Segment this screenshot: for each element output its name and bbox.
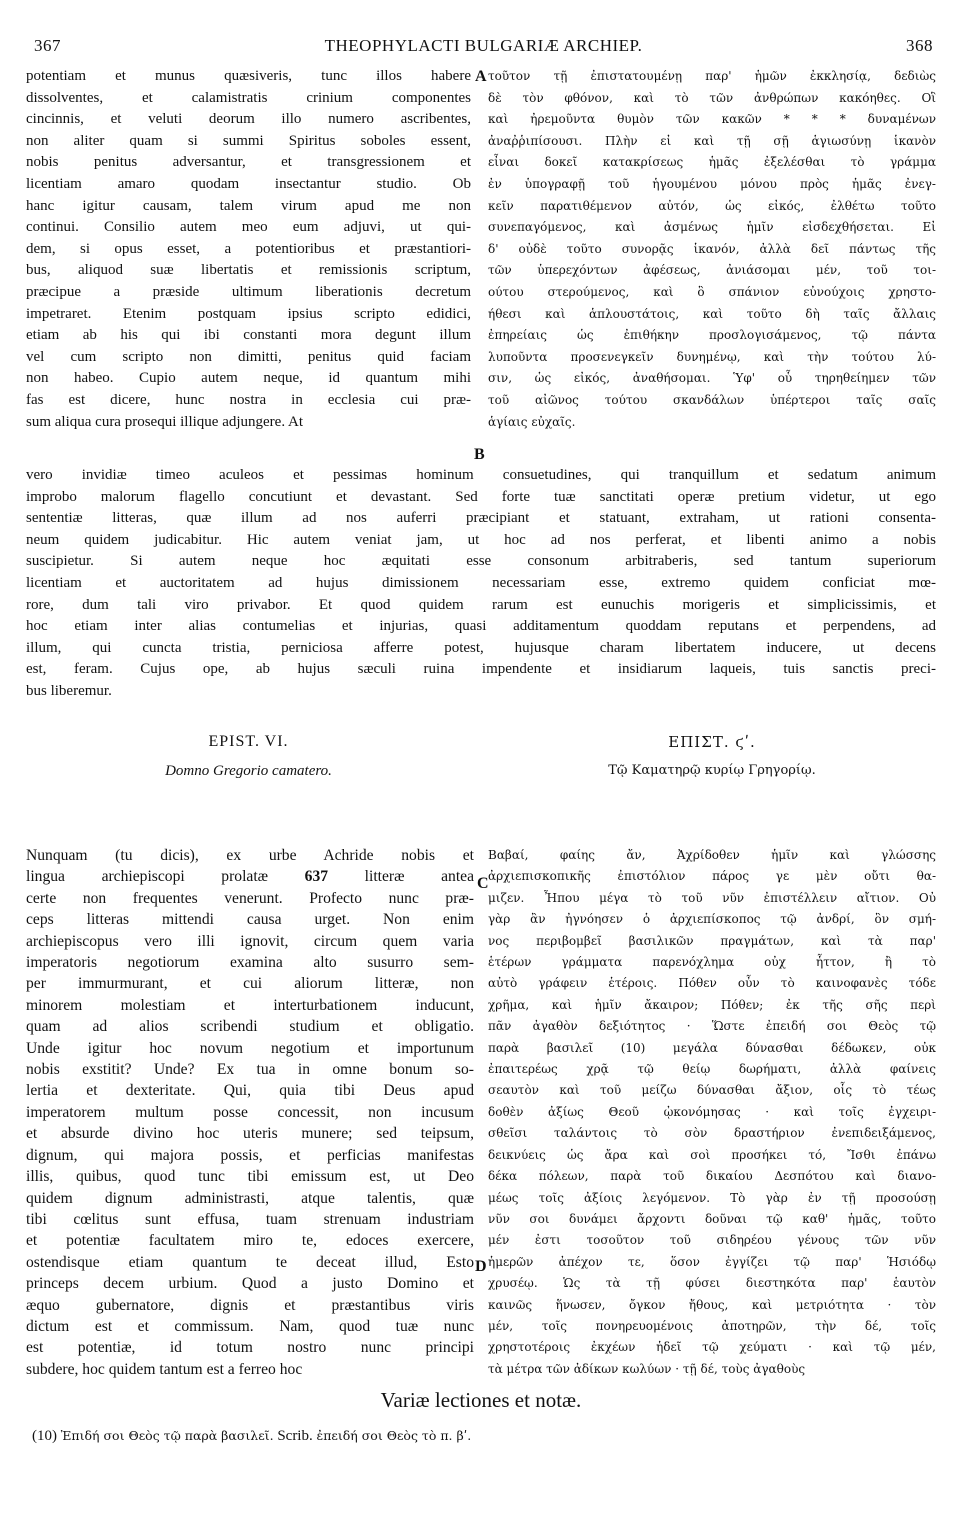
footnote-label: (10) xyxy=(32,1428,57,1444)
text-line: per immurmurant, et cui aliorum litteræ, non xyxy=(26,975,474,993)
text-line: σιν, ὡς εἰκός, ἀναθήσομαι. Ὑφ' οὗ τηρηθείημεν τῶν xyxy=(488,371,936,386)
text-line: μέν, τοῖς πονηρευομένοις ἀποτηρῶν, τὴν δέ, τοῖς xyxy=(488,1318,936,1333)
latin-full-width-paragraph xyxy=(26,465,936,703)
document-page xyxy=(26,0,941,1540)
text-line: εἶναι δοκεῖ κατακρίσεως ἡμᾶς ἐξελέσθαι τὸ γράμμα xyxy=(488,155,936,170)
text-line: quam ad alios scribendi studium et obligatio. xyxy=(26,1018,474,1036)
text-line: est, feram. Cujus ope, ab hujus sæculi ruina impendente et insidiarum laqueis, tuis sanctis preci- xyxy=(26,661,936,678)
running-title: THEOPHYLACTI BULGARIÆ ARCHIEP. xyxy=(324,36,643,55)
text-line: imperatorem multum posse concessit, non incusum xyxy=(26,1103,474,1121)
text-line: πᾶν ἀγαθὸν δεξιότητος · Ὥστε ἐπειδή σοι Θεὸς τῷ xyxy=(488,1019,936,1034)
text-line: ἑτέρων γράμματα παρενόχλημα οὐχ ἧττον, ἢ τὸ xyxy=(488,955,936,970)
text-line: χρῆμα, καὶ ἡμῖν ἄκαιρον; Πόθεν; ἐκ τῆς σῆς περὶ xyxy=(488,997,936,1012)
text-line: τοῦ αἰῶνος τούτου σκανδάλων ὑπέρτεροι ταῖς σαῖς xyxy=(488,392,936,407)
text-line: archiepiscopus vero illi ignovit, circum quem varia xyxy=(26,932,474,950)
text-line: vero invidiæ timeo aculeos et pessimas hominum consuetudines, qui tranquillum et sedatum animum xyxy=(26,467,936,483)
text-line: δέκα πόλεων, παρὰ τοῦ δικαίου Δεσπότου καὶ διανο- xyxy=(488,1169,936,1184)
text-line: τῶν ὑπερεχόντων ἀφέσεως, ἀνιάσομαι μέν, τοῦ τοι- xyxy=(488,263,936,278)
text-line: etiam ab his qui ibi constanti mora degunt illum xyxy=(26,327,471,344)
epistle-heading-greek: ΕΠΙΣΤ. ϛʹ. xyxy=(668,733,756,751)
text-line: nobis exstitit? Unde? Ex tua in omne bonum so- xyxy=(26,1061,474,1079)
footnote-greek-reading: Ἐπιδή σοι Θεὸς τῷ παρὰ βασιλεῖ. xyxy=(60,1428,274,1443)
text-line: μιζεν. Ἦπου μέγα τὸ τοῦ νῦν ἐπιστέλλειν αἴτιον. Οὐ xyxy=(488,890,936,905)
column-number: 637 xyxy=(304,868,329,886)
text-line: præcipue a præside ultimum liberationis decretum xyxy=(26,283,471,300)
text-line: impetraret. Etenim postquam ipsius scripto edidici, xyxy=(26,305,471,322)
text-line: dissolventes, et calamistratis crinium componentes xyxy=(26,89,471,106)
text-line: illis, quibus, quod tunc tibi emissum est, ut Deo xyxy=(26,1168,474,1186)
margin-marker-d: D xyxy=(475,1258,487,1275)
text-line: δὲ τὸν φθόνον, καὶ τὸ τῶν ἀνθρώπων κακόηθες. Οἳ xyxy=(488,90,936,105)
text-line: dictum est et commissum. Nam, quod tuæ nunc xyxy=(26,1317,474,1335)
text-line: κεῖν παρατιθέμενον αὐτόν, ὡς εἰκός, ἐλθέτω τοῦτο xyxy=(488,198,936,213)
text-line: non habeo. Cupio autem neque, id quantum mihi xyxy=(26,370,471,387)
text-line: sum aliqua cura prosequi illique adjungere. At xyxy=(26,413,304,430)
epistle-heading-latin: EPIST. VI. xyxy=(208,733,289,750)
text-line: μέν ἐστι τοσοῦτον τοῦ σιδηρέου γένους τῶν νῦν xyxy=(488,1233,936,1248)
text-line: lingua archiepiscopi prolatæ 637 litteræ antea xyxy=(26,868,474,886)
text-line: tibi cœlitus sunt effusa, tuam strenuam industriam xyxy=(26,1210,474,1228)
footnote-scrib: Scrib. xyxy=(277,1428,313,1444)
text-line: ἐπαιτερέως χρᾷ τῷ θείῳ δωρήματι, ἀλλὰ φαίνεις xyxy=(488,1062,936,1077)
epistle-addressee-latin: Domno Gregorio camatero. xyxy=(165,763,332,779)
text-line: δ' οὐδὲ τοῦτο συνορᾷς ἱκανόν, ἀλλὰ δεῖ πάντως τῆς xyxy=(488,241,936,256)
text-line: ἐν ὑπογραφῇ τοῦ ἡγουμένου μόνου πρὸς ἡμᾶς ἐνεγ- xyxy=(488,176,936,191)
text-line: ἐπηρείαις ὡς ἐπιθήκην προσλογισάμενος, τῷ πάντα xyxy=(488,328,936,343)
text-line: νῦν σοι δυνάμει ἄρχοντι δοῦναι τῷ καθ' ἡμᾶς, τοῦτο xyxy=(488,1211,936,1226)
page-number-left: 367 xyxy=(34,36,61,55)
text-line: est potentiæ, id totum nostro nunc principi xyxy=(26,1339,474,1357)
text-line: lertia et dexteritate. Qui, quia tibi Deus apud xyxy=(26,1082,474,1100)
text-line: vel cum scripto non dimitti, penitus quid faciam xyxy=(26,348,471,365)
latin-column-top xyxy=(26,66,471,433)
footnote-greek-correction: ἐπειδή σοι Θεὸς τὸ π. βʹ. xyxy=(316,1428,472,1443)
text-line: hoc etiam inter alias contumelias et injurias, quasi additamentum quoddam reputans et perpendens, ad xyxy=(26,618,936,635)
text-line: dignum, qui majora possis, et perficias manifestas xyxy=(26,1146,474,1164)
text-line: γὰρ ἂν ἠγνόησεν ὁ ἀρχιεπίσκοπος τῷ ἀνδρί, ὃν σμή- xyxy=(488,912,936,927)
text-line: non aliter quam si summi Spiritus soboles essent, xyxy=(26,132,471,149)
text-line: ήθεσι καὶ ἁπλουστάτοις, καὶ τοῦτο δὴ ταῖς ἄλλαις xyxy=(488,306,936,321)
text-line: καινῶς ἥνωσεν, ὄγκον ἤθους, καὶ μετριότητα · τὸν xyxy=(488,1297,936,1312)
text-line: quidem dignum administrasti, atque talentis, quæ xyxy=(26,1189,474,1207)
text-line: bus liberemur. xyxy=(26,682,112,699)
text-line: et absurde divino hoc uteris munere; sed teipsum, xyxy=(26,1125,474,1143)
text-line: neum quidem judicabitur. Hic autem veniat jam, ut hoc ad nos perferat, et libenti animo a nobis xyxy=(26,531,936,548)
text-line: imperatoris negotiorum examina alto susurro sem- xyxy=(26,954,474,972)
text-line: δοθὲν ἀξίως Θεοῦ ᾠκονόμησας · καὶ τοῖς ἐγχειρι- xyxy=(488,1104,936,1119)
margin-marker-c: C xyxy=(477,875,489,892)
text-line: σθεῖσι ταλάντοις τὸ σὸν δραστήριον ἐνεπιδειξάμενος, xyxy=(488,1126,936,1141)
text-line: æquo gubernatore, dignis et præstantibus viris xyxy=(26,1296,474,1314)
text-line: princeps decem urbium. Quod a justo Domino et xyxy=(26,1275,474,1293)
text-line: rore, dum tali viro privabor. Et quod quidem rarum est eunuchis morigeris et simplicissimis, et xyxy=(26,596,936,613)
margin-marker-a: A xyxy=(475,68,487,85)
greek-column-top xyxy=(488,66,936,433)
text-line: ἀναῤῥιπίσουσι. Πλὴν εἰ καὶ τῇ σῇ ἁγιωσύνῃ ἱκανὸν xyxy=(488,133,936,148)
text-line: χρηστοτέροις ἐκχέων ἡδεῖ τῷ χεύματι · καὶ τῷ μέν, xyxy=(488,1340,936,1355)
text-line: χρυσέῳ. Ὡς τὰ τῇ φύσει διεστηκότα παρ' ἑαυτὸν xyxy=(488,1276,936,1291)
text-line: τοῦτον τῇ ἐπιστατουμένῃ παρ' ἡμῶν ἐκκλησίᾳ, δεδιὼς xyxy=(488,69,936,83)
text-line: παρὰ βασιλεῖ (10) μεγάλα δύνασθαι δέδωκεν, οὐκ xyxy=(488,1040,936,1055)
text-line: minorem molestiam et interturbationem inducunt, xyxy=(26,996,474,1014)
text-line: καὶ ἠρεμοῦντα θυμὸν τῶν κακῶν * * * δυναμένων xyxy=(488,112,936,127)
text-line: μέως τοῖς ἀξίοις λεγόμενον. Τὸ γὰρ ἐν τῇ προσούσῃ xyxy=(488,1190,936,1205)
text-line: ἀρχιεπισκοπικῆς ἐπιστόλιον πάρος γε μὲν οὔτι θα- xyxy=(488,869,936,884)
text-line: τὰ μέτρα τῶν ἀδίκων κωλύων · τῇ δέ, τοὺς ἀγαθοὺς xyxy=(488,1361,806,1376)
text-line: nobis penitus adversantur, et transgressionem et xyxy=(26,154,471,171)
text-line: ceps litteras mittendi causa urget. Non enim xyxy=(26,911,474,929)
text-line: dem, si opus esset, a potentioribus et præstantiori- xyxy=(26,240,471,257)
text-line: potentiam et munus quæsiveris, tunc illos habere xyxy=(26,68,471,84)
text-line: certe non frequentes venerunt. Profecto nunc præ- xyxy=(26,889,474,907)
text-line: continui. Consilio autem meo eum adjuvi, ut qui- xyxy=(26,219,471,236)
text-line: suscipietur. Si autem neque hoc æquitati esse consonum arbitraberis, sed tantum superiorum xyxy=(26,553,936,570)
text-line: bus, aliquod suæ libertatis et remissionis scriptum, xyxy=(26,262,471,279)
text-line: sententiæ litteras, quæ illum ad nos auferri præcipiant et statuant, extraham, ut rationi consenta- xyxy=(26,510,936,527)
text-line: licentiam amaro quodam insectantur studio. Ob xyxy=(26,175,471,192)
greek-column-bottom xyxy=(488,845,936,1380)
text-line: συνεπαγόμενος, καὶ ἀσμένως ἡμῖν εἰσδεχθήσεται. Εἰ xyxy=(488,220,936,235)
page-number-right: 368 xyxy=(906,36,933,55)
text-line: ostendisque etiam quantum te deceat illud, Esto xyxy=(26,1253,474,1271)
text-line: licentiam et auctoritatem ad hujus dimissionem necessariam esse, extremo quidem conficiat mœ- xyxy=(26,574,936,591)
text-line: illum, qui cuncta tristia, perniciosa afferre potest, hujusque charam libertatem inducere, ut decens xyxy=(26,639,936,656)
text-line: Nunquam (tu dicis), ex urbe Achride nobis et xyxy=(26,847,474,864)
text-line: ἡμερῶν ἀπέχον τε, ὅσον ἐγγίζει τῷ παρ' Ἡσιόδῳ xyxy=(488,1254,936,1269)
text-line: ἁγίαις εὐχαῖς. xyxy=(488,414,576,429)
latin-column-bottom xyxy=(26,845,474,1380)
text-line: cincinnis, et veluti deorum illo numero ascribentes, xyxy=(26,111,471,128)
notes-heading: Variæ lectiones et notæ. xyxy=(380,1388,582,1412)
text-line: Βαβαί, φαίης ἄν, Ἀχρίδοθεν ἡμῖν καὶ γλώσσης xyxy=(488,848,936,862)
text-line: subdere, hoc quidem tantum est a ferreo hoc xyxy=(26,1360,303,1378)
text-line: νος περιβομβεῖ βασιλικῶν πραγμάτων, καὶ τὰ παρ' xyxy=(488,933,936,948)
text-line: hanc igitur causam, talem virum apud me non xyxy=(26,197,471,214)
text-line: Unde igitur hoc novum negotium et importunum xyxy=(26,1039,474,1057)
text-line: fas est dicere, hunc nostra in ecclesia cui præ- xyxy=(26,391,471,408)
text-line: et potentiæ facultatem miro te, edoces exercere, xyxy=(26,1232,474,1250)
text-line: λυποῦντα προσενεγκεῖν δυνημένῳ, καὶ τὴν τούτου λύ- xyxy=(488,349,936,364)
footnote xyxy=(32,1428,471,1445)
text-line: δεικνύεις ὡς ἄρα καὶ σοὶ προσήκει τό, Ἴσθι ἐπάνω xyxy=(488,1147,936,1162)
epistle-addressee-greek: Τῷ Καματηρῷ κυρίῳ Γρηγορίῳ. xyxy=(608,763,816,778)
text-line: ούτου στερούμενος, καὶ ὃ σπάνιον εὐνούχοις χρηστο- xyxy=(488,284,936,299)
text-line: improbo malorum flagello concutiunt et devastant. Sed forte tuæ sanctitati operæ pretium videtur, ut ego xyxy=(26,488,936,505)
text-line: σεαυτὸν καὶ τοῦ μείζω δύνασθαι ἄξιον, οἷς τὸ τέως xyxy=(488,1083,936,1098)
text-line: αὐτὸ γράφειν ἑτέροις. Πόθεν οὖν τὸ καινοφανὲς τόδε xyxy=(488,976,936,991)
margin-marker-b: B xyxy=(474,446,485,463)
running-header xyxy=(26,36,941,62)
